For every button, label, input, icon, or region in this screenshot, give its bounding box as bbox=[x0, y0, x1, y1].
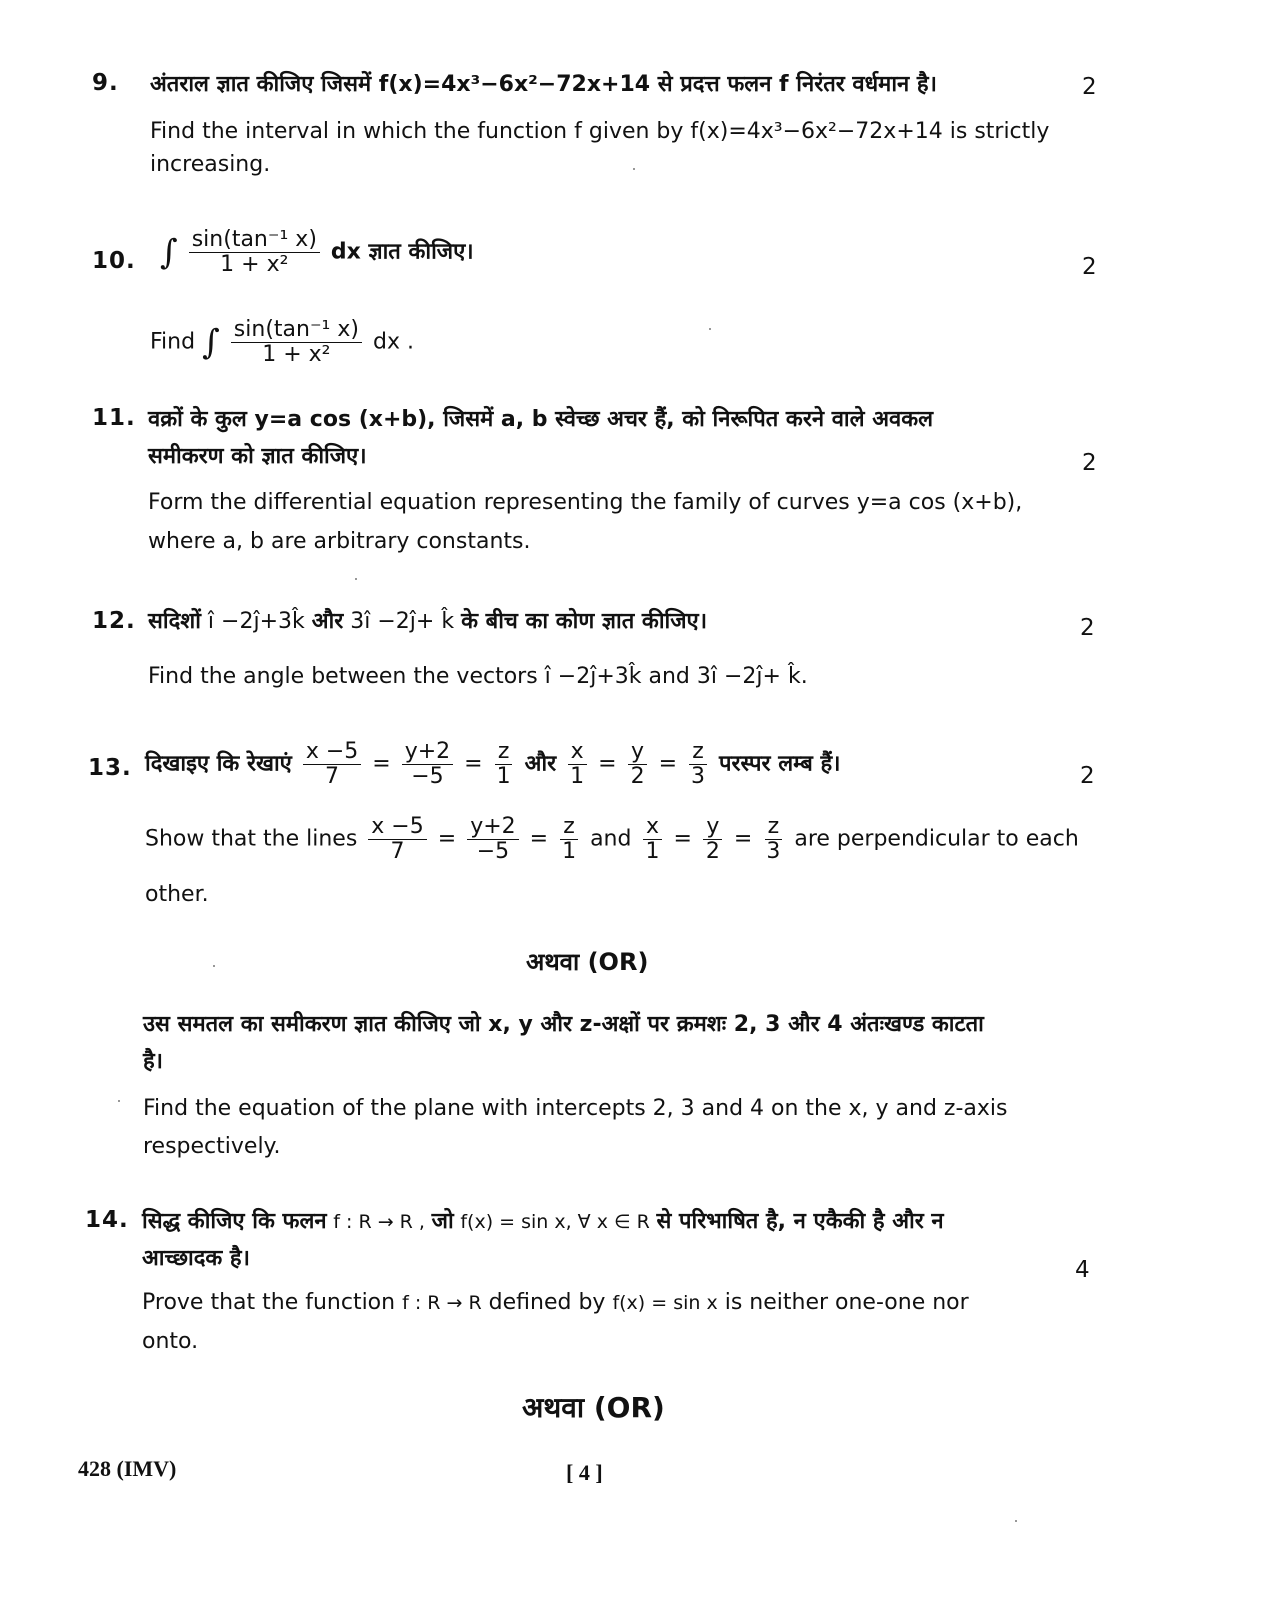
q10-hindi-tail: dx ज्ञात कीजिए। bbox=[330, 239, 474, 265]
q11-english-line-1: Form the differential equation representing the family of curves y=a cos (x+b), bbox=[148, 490, 1023, 515]
q10-english-tail: dx . bbox=[372, 329, 414, 355]
denominator: 2 bbox=[630, 764, 645, 789]
q14-hindi-1a: सिद्ध कीजिए कि फलन bbox=[142, 1209, 327, 1234]
q12-english-and: and bbox=[648, 664, 690, 689]
line2-y-ratio bbox=[628, 740, 648, 789]
scan-speck bbox=[355, 578, 357, 580]
q13-english-and: and bbox=[590, 826, 632, 852]
q13-or-english-line-2: respectively. bbox=[143, 1134, 281, 1159]
or-heading: अथवा (OR) bbox=[522, 1391, 665, 1424]
q12-hindi-pre: सदिशों bbox=[148, 609, 201, 634]
integral-sign: ∫ bbox=[160, 232, 178, 273]
numerator: y bbox=[703, 815, 722, 840]
q13-hindi-and: और bbox=[524, 751, 557, 777]
q11-marks: 2 bbox=[1082, 450, 1097, 476]
q9-marks: 2 bbox=[1082, 74, 1097, 100]
q13-english-line bbox=[145, 815, 1079, 864]
q9-english-line-2: increasing. bbox=[150, 152, 271, 177]
q14-hindi-line-1 bbox=[142, 1205, 944, 1235]
q10-english-expression bbox=[150, 318, 414, 367]
equals-sign: = bbox=[658, 751, 677, 777]
q12-hindi-post: के बीच का कोण ज्ञात कीजिए। bbox=[461, 609, 708, 634]
numerator: x bbox=[643, 815, 662, 840]
q14-function-map: f : R → R , bbox=[333, 1211, 425, 1233]
vector-b: 3î −2ĵ+ k̂ bbox=[350, 609, 455, 634]
numerator: z bbox=[495, 740, 513, 765]
q10-fraction-numerator: sin(tan⁻¹ x) bbox=[231, 318, 362, 343]
q13-hindi-pre: दिखाइए कि रेखाएं bbox=[145, 751, 292, 777]
equals-sign: = bbox=[464, 751, 483, 777]
vector-a: î −2ĵ+3k̂ bbox=[207, 609, 305, 634]
q13-or-hindi-line-1: उस समतल का समीकरण ज्ञात कीजिए जो x, y और z-अक्षों पर क्रमशः 2, 3 और 4 अंतःखण्ड काटता bbox=[143, 1012, 984, 1037]
line2-x-ratio bbox=[567, 740, 587, 789]
q14-english-line-1 bbox=[142, 1284, 969, 1322]
denominator: 1 bbox=[496, 764, 511, 789]
q10-hindi-expression bbox=[160, 228, 474, 277]
q10-fraction-en bbox=[231, 318, 362, 367]
vector-a: î −2ĵ+3k̂ bbox=[544, 664, 642, 689]
denominator: 1 bbox=[570, 764, 585, 789]
line1-x-ratio bbox=[303, 740, 361, 789]
q14-english-1b: defined by bbox=[488, 1290, 606, 1315]
q10-fraction-numerator: sin(tan⁻¹ x) bbox=[189, 228, 320, 253]
q10-fraction bbox=[189, 228, 320, 277]
line1-y-ratio bbox=[402, 740, 453, 789]
numerator: z bbox=[560, 815, 578, 840]
q14-english-line-2: onto. bbox=[142, 1329, 199, 1354]
equals-sign: = bbox=[437, 826, 457, 852]
equals-sign: = bbox=[529, 826, 549, 852]
equals-sign: = bbox=[372, 751, 391, 777]
scan-speck bbox=[1015, 1520, 1017, 1522]
q14-hindi-1b: जो bbox=[431, 1209, 454, 1234]
q14-hindi-1d: से परिभाषित है, न एकैकी है और न bbox=[656, 1209, 944, 1234]
q12-number: 12. bbox=[92, 608, 136, 634]
numerator: x bbox=[568, 740, 587, 765]
line1-x-ratio bbox=[368, 815, 426, 864]
q12-english-line bbox=[148, 658, 808, 696]
denominator: 2 bbox=[705, 839, 720, 864]
q10-fraction-denominator: 1 + x² bbox=[262, 342, 331, 367]
q14-marks: 4 bbox=[1075, 1257, 1090, 1283]
denominator: 3 bbox=[691, 764, 705, 789]
q13-hindi-post: परस्पर लम्ब हैं। bbox=[719, 751, 841, 777]
denominator: 1 bbox=[562, 839, 577, 864]
equals-sign: = bbox=[733, 826, 753, 852]
denominator: 7 bbox=[390, 839, 405, 864]
line2-y-ratio bbox=[703, 815, 723, 864]
line1-y-ratio bbox=[467, 815, 518, 864]
q9-english-line-1: Find the interval in which the function f given by f(x)=4x³−6x²−72x+14 is strictly bbox=[150, 119, 1050, 144]
q10-find-label: Find bbox=[150, 329, 196, 355]
q13-english-pre: Show that the lines bbox=[145, 826, 358, 852]
numerator: z bbox=[765, 815, 783, 840]
equals-sign: = bbox=[673, 826, 692, 852]
q13-marks: 2 bbox=[1080, 763, 1095, 789]
denominator: −5 bbox=[411, 764, 444, 789]
q13-or-hindi-line-2: है। bbox=[143, 1049, 164, 1074]
scan-speck bbox=[213, 965, 215, 967]
q14-function-def: f(x) = sin x bbox=[612, 1292, 718, 1314]
q12-english-pre: Find the angle between the vectors bbox=[148, 664, 538, 689]
q12-marks: 2 bbox=[1080, 615, 1095, 641]
q13-number: 13. bbox=[88, 755, 132, 781]
scan-speck bbox=[709, 328, 711, 330]
integral-sign: ∫ bbox=[202, 322, 220, 363]
q11-english-line-2: where a, b are arbitrary constants. bbox=[148, 529, 531, 554]
q14-hindi-line-2: आच्छादक है। bbox=[142, 1246, 250, 1271]
paper-code: 428 (IMV) bbox=[78, 1456, 177, 1481]
or-heading: अथवा (OR) bbox=[526, 948, 649, 976]
q10-fraction-denominator: 1 + x² bbox=[220, 252, 289, 277]
q13-or-english-line-1: Find the equation of the plane with intercepts 2, 3 and 4 on the x, y and z-axis bbox=[143, 1096, 1008, 1121]
q10-marks: 2 bbox=[1082, 254, 1097, 280]
q14-function-map: f : R → R bbox=[402, 1292, 482, 1314]
q12-hindi-line bbox=[148, 605, 707, 635]
q13-english-line-2: other. bbox=[145, 882, 209, 907]
numerator: y bbox=[628, 740, 647, 765]
numerator: y+2 bbox=[402, 740, 453, 765]
q9-hindi-text: अंतराल ज्ञात कीजिए जिसमें f(x)=4x³−6x²−72x+14 से प्रदत्त फलन f निरंतर वर्धमान है। bbox=[150, 72, 937, 97]
numerator: z bbox=[689, 740, 707, 765]
line2-x-ratio bbox=[642, 815, 662, 864]
scan-speck bbox=[633, 168, 635, 170]
denominator: −5 bbox=[476, 839, 510, 864]
q12-hindi-and: और bbox=[311, 609, 344, 634]
q14-english-1d: is neither one-one nor bbox=[724, 1290, 969, 1315]
q11-hindi-line-2: समीकरण को ज्ञात कीजिए। bbox=[148, 444, 367, 469]
q14-english-1a: Prove that the function bbox=[142, 1290, 396, 1315]
line2-z-ratio bbox=[688, 740, 708, 789]
denominator: 7 bbox=[325, 764, 340, 789]
q11-number: 11. bbox=[92, 405, 136, 431]
numerator: x −5 bbox=[368, 815, 426, 840]
vector-b: 3î −2ĵ+ k̂ bbox=[696, 664, 801, 689]
page-number: [ 4 ] bbox=[566, 1460, 603, 1485]
denominator: 3 bbox=[766, 839, 781, 864]
q13-hindi-line bbox=[145, 740, 841, 789]
equals-sign: = bbox=[598, 751, 617, 777]
q10-number: 10. bbox=[92, 248, 136, 274]
q13-english-post: are perpendicular to each bbox=[794, 826, 1079, 852]
denominator: 1 bbox=[645, 839, 660, 864]
line1-z-ratio bbox=[559, 815, 579, 864]
line2-z-ratio bbox=[763, 815, 783, 864]
q11-hindi-line-1: वक्रों के कुल y=a cos (x+b), जिसमें a, b स्वेच्छ अचर हैं, को निरूपित करने वाले अवकल bbox=[148, 407, 934, 432]
q9-number: 9. bbox=[92, 70, 119, 96]
q12-english-end: . bbox=[800, 664, 808, 689]
q14-function-def: f(x) = sin x, ∀ x ∈ R bbox=[460, 1211, 650, 1233]
numerator: x −5 bbox=[303, 740, 361, 765]
scan-speck bbox=[118, 1100, 120, 1102]
line1-z-ratio bbox=[494, 740, 514, 789]
q14-number: 14. bbox=[85, 1207, 129, 1233]
numerator: y+2 bbox=[467, 815, 518, 840]
